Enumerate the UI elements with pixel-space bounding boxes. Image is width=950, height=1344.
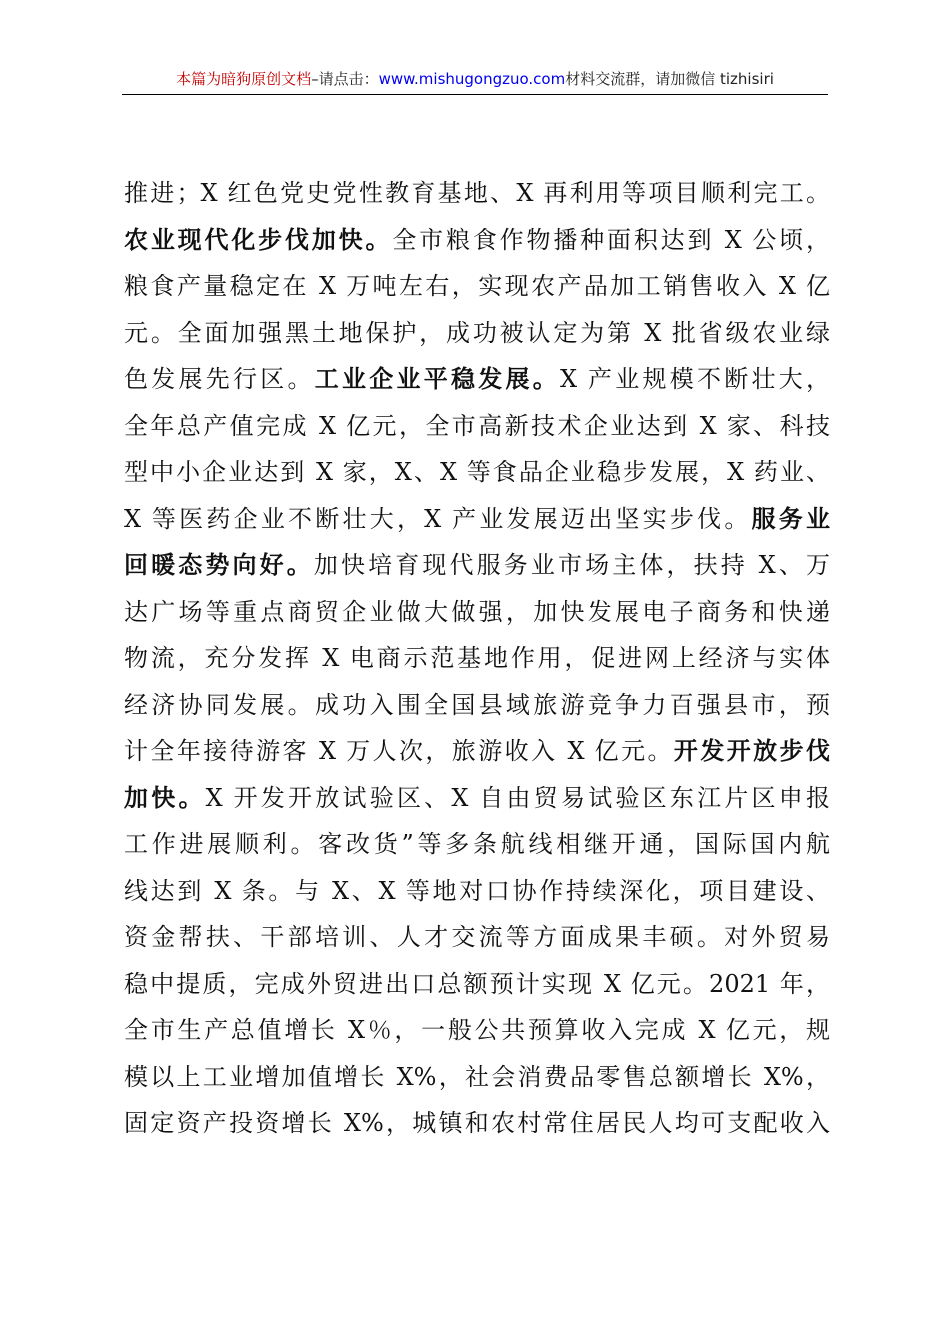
paragraph-text: 型中小企业达到 X 家，X、X 等食品企业稳步发展，X 药业、 (124, 458, 830, 486)
bold-heading-text: 农业现代化步伐加快。 (124, 225, 393, 254)
bold-heading-text: 回暖态势向好。 (124, 551, 314, 579)
bold-heading-text: 服务业 (751, 504, 830, 533)
text-line (124, 263, 830, 310)
text-line (124, 635, 830, 682)
text-line (124, 403, 830, 450)
paragraph-text: 固定资产投资增长 X%，城镇和农村常住居民人均可支配收入 (124, 1109, 830, 1137)
paragraph-text: X 产业规模不断壮大， (560, 365, 830, 393)
text-line (124, 1007, 830, 1054)
paragraph-text: 加快培育现代服务业市场主体，扶持 X、万 (313, 551, 830, 579)
text-line (124, 1054, 830, 1101)
text-line (124, 496, 830, 543)
text-line (124, 589, 830, 636)
paragraph-text: 粮食产量稳定在 X 万吨左右，实现农产品加工销售收入 X 亿 (124, 272, 830, 300)
header-source-note: 本篇为暗狗原创文档 (176, 70, 312, 88)
paragraph-text: X 等医药企业不断壮大，X 产业发展迈出坚实步伐。 (124, 504, 752, 533)
paragraph-text: 计全年接待游客 X 万人次，旅游收入 X 亿元。 (124, 737, 674, 765)
paragraph-text: 全年总产值完成 X 亿元，全市高新技术企业达到 X 家、科技 (124, 411, 830, 440)
header-separator: –请点击： (311, 70, 379, 88)
text-line (124, 914, 830, 961)
paragraph-text: 推进；X 红色党史党性教育基地、X 再利用等项目顺利完工。 (124, 179, 830, 207)
text-line (124, 961, 830, 1008)
document-body (124, 170, 830, 1147)
paragraph-text: 稳中提质，完成外贸进出口总额预计实现 X 亿元。2021 年， (124, 969, 830, 998)
header-link[interactable]: www.mishugongzuo.com (378, 70, 566, 88)
text-line (124, 356, 830, 403)
paragraph-text: 达广场等重点商贸企业做大做强，加快发展电子商务和快递 (124, 597, 830, 626)
text-line (124, 821, 830, 868)
paragraph-text: X 开发开放试验区、X 自由贸易试验区东江片区申报 (205, 783, 830, 812)
text-line (124, 217, 830, 264)
bold-heading-text: 工业企业平稳发展。 (314, 365, 561, 393)
text-line (124, 775, 830, 822)
paragraph-text: 全市粮食作物播种面积达到 X 公顷， (392, 225, 830, 254)
bold-heading-text: 开发开放步伐 (673, 737, 830, 765)
text-line (124, 868, 830, 915)
paragraph-text: 物流，充分发挥 X 电商示范基地作用，促进网上经济与实体 (124, 644, 830, 672)
text-line (124, 1100, 830, 1147)
text-line (124, 170, 830, 217)
paragraph-text: 工作进展顺利。客改货”等多条航线相继开通，国际国内航 (124, 830, 830, 858)
paragraph-text: 线达到 X 条。与 X、X 等地对口协作持续深化，项目建设、 (124, 876, 830, 905)
paragraph-text: 元。全面加强黑土地保护，成功被认定为第 X 批省级农业绿 (124, 318, 830, 347)
page-header (122, 64, 828, 95)
text-line (124, 310, 830, 357)
paragraph-text: 模以上工业增加值增长 X%，社会消费品零售总额增长 X%， (124, 1062, 830, 1091)
paragraph-text: 色发展先行区。 (124, 365, 315, 393)
text-line (124, 682, 830, 729)
text-line (124, 449, 830, 496)
paragraph-text: 经济协同发展。成功入围全国县域旅游竞争力百强县市，预 (124, 690, 830, 719)
text-line (124, 542, 830, 589)
text-line (124, 728, 830, 775)
bold-heading-text: 加快。 (124, 783, 206, 812)
header-contact: 材料交流群，请加微信 tizhisiri (565, 70, 774, 88)
paragraph-text: 资金帮扶、干部培训、人才交流等方面成果丰硕。对外贸易 (124, 923, 830, 951)
paragraph-text: 全市生产总值增长 X％，一般公共预算收入完成 X 亿元，规 (124, 1016, 830, 1044)
